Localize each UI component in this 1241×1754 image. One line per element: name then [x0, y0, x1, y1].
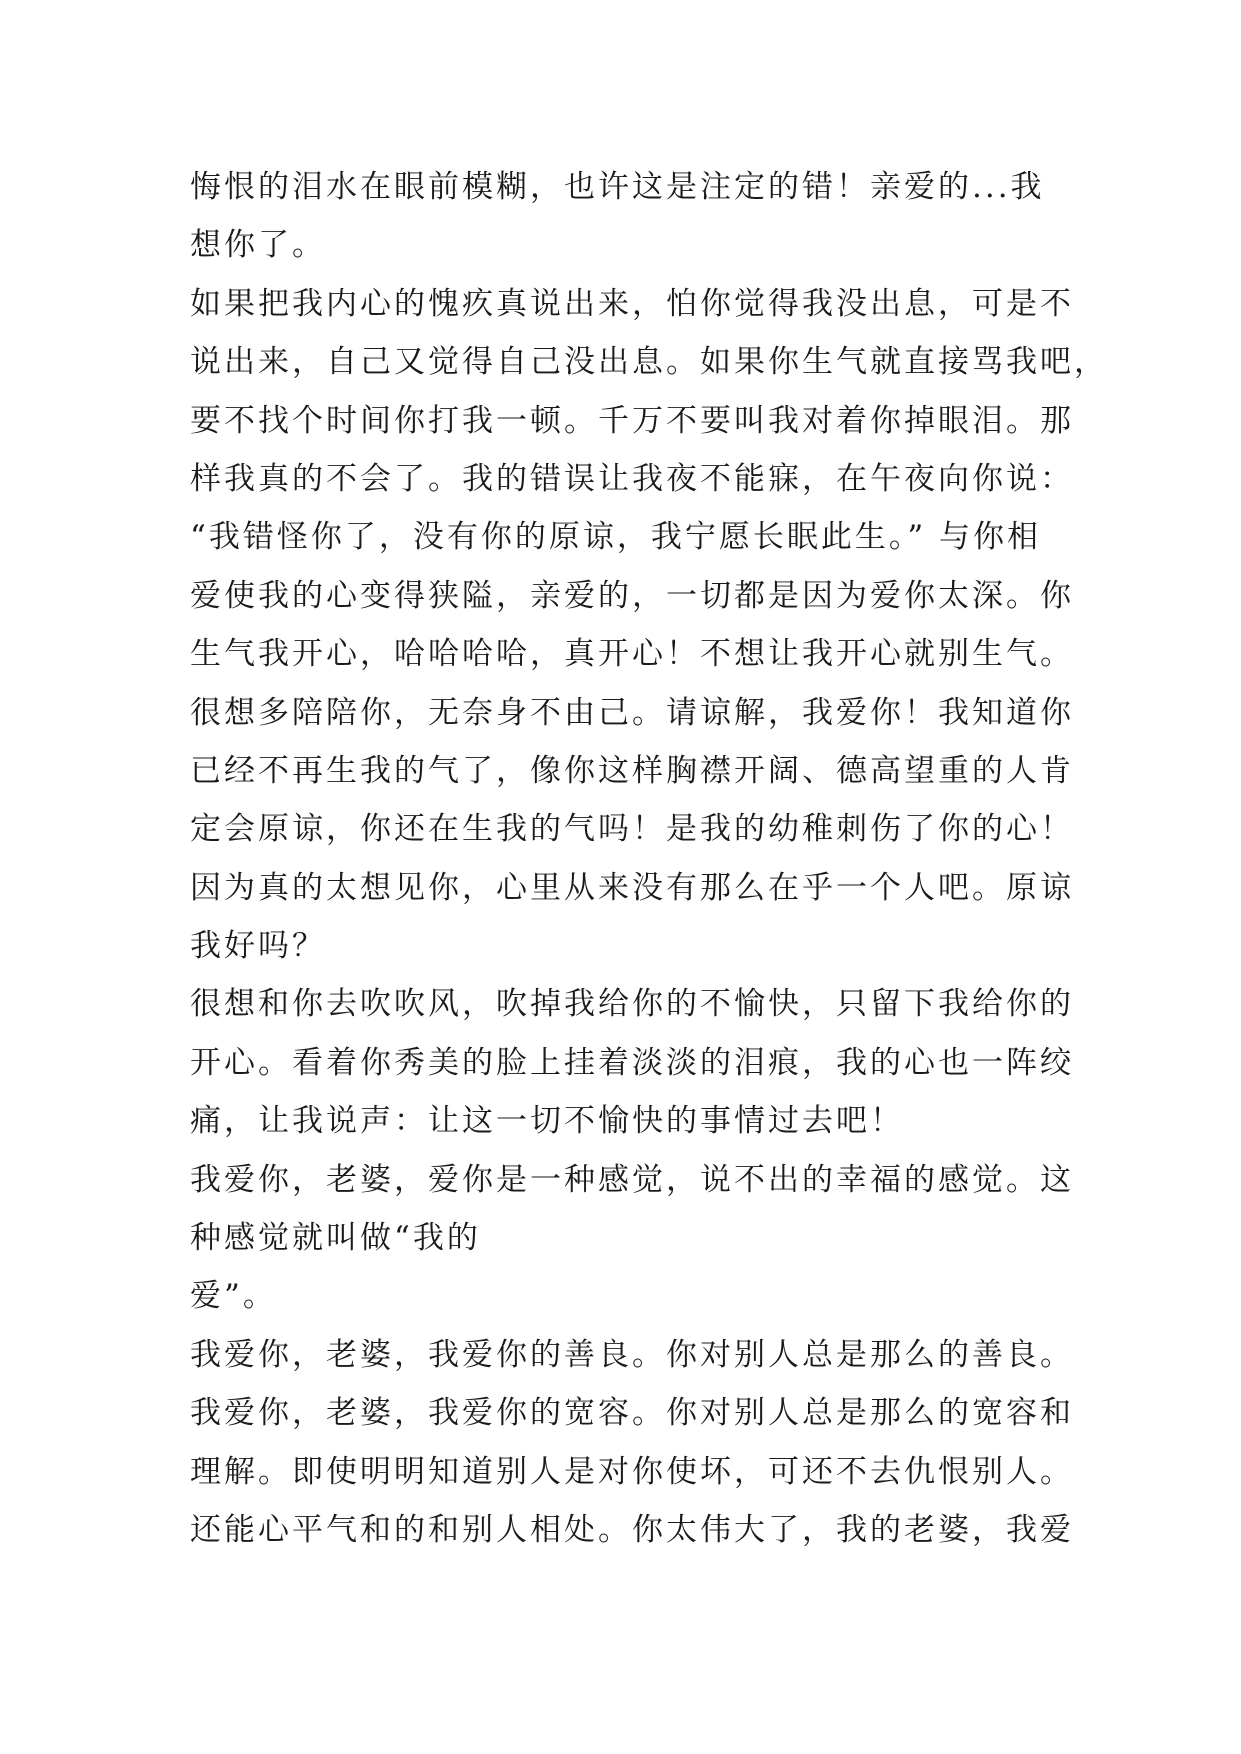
text-line: “我错怪你了，没有你的原谅，我宁愿长眠此生。” 与你相 — [190, 519, 1042, 556]
text-line: 还能心平气和的和别人相处。你太伟大了，我的老婆，我爱 — [190, 1511, 1074, 1548]
text-line: 定会原谅，你还在生我的气吗！是我的幼稚刺伤了你的心！ — [190, 811, 1074, 848]
text-line: 已经不再生我的气了，像你这样胸襟开阔、德高望重的人肯 — [190, 752, 1074, 789]
text-line: 因为真的太想见你，心里从来没有那么在乎一个人吧。原谅 — [190, 869, 1074, 906]
text-line: 悔恨的泪水在眼前模糊，也许这是注定的错！亲爱的...我 — [190, 169, 1045, 205]
text-line: 我爱你，老婆，爱你是一种感觉，说不出的幸福的感觉。这 — [190, 1161, 1074, 1198]
text-line: 想你了。 — [190, 227, 326, 264]
text-line: 爱”。 — [190, 1278, 277, 1315]
text-line: 我爱你，老婆，我爱你的宽容。你对别人总是那么的宽容和 — [190, 1395, 1074, 1432]
text-line: 开心。看着你秀美的脸上挂着淡淡的泪痕，我的心也一阵绞 — [190, 1044, 1074, 1081]
text-line: 生气我开心，哈哈哈哈，真开心！不想让我开心就别生气。 — [190, 636, 1074, 673]
text-line: 很想和你去吹吹风，吹掉我给你的不愉快，只留下我给你的 — [190, 986, 1074, 1023]
text-line: 样我真的不会了。我的错误让我夜不能寐，在午夜向你说： — [190, 460, 1074, 497]
text-line: 我爱你，老婆，我爱你的善良。你对别人总是那么的善良。 — [190, 1336, 1074, 1373]
text-line: 很想多陪陪你，无奈身不由己。请谅解，我爱你！我知道你 — [190, 694, 1074, 731]
text-line: 理解。即使明明知道别人是对你使坏，可还不去仇恨别人。 — [190, 1453, 1074, 1490]
text-line: 我好吗？ — [190, 928, 326, 965]
text-line: 要不找个时间你打我一顿。千万不要叫我对着你掉眼泪。那 — [190, 402, 1074, 439]
text-line: 爱使我的心变得狭隘，亲爱的，一切都是因为爱你太深。你 — [190, 577, 1074, 614]
text-line: 种感觉就叫做“我的 — [190, 1220, 481, 1257]
body-text — [190, 158, 1108, 1559]
text-line: 如果把我内心的愧疚真说出来，怕你觉得我没出息，可是不 — [190, 285, 1074, 322]
text-line: 说出来，自己又觉得自己没出息。如果你生气就直接骂我吧， — [190, 344, 1108, 381]
text-line: 痛，让我说声：让这一切不愉快的事情过去吧！ — [190, 1103, 904, 1140]
